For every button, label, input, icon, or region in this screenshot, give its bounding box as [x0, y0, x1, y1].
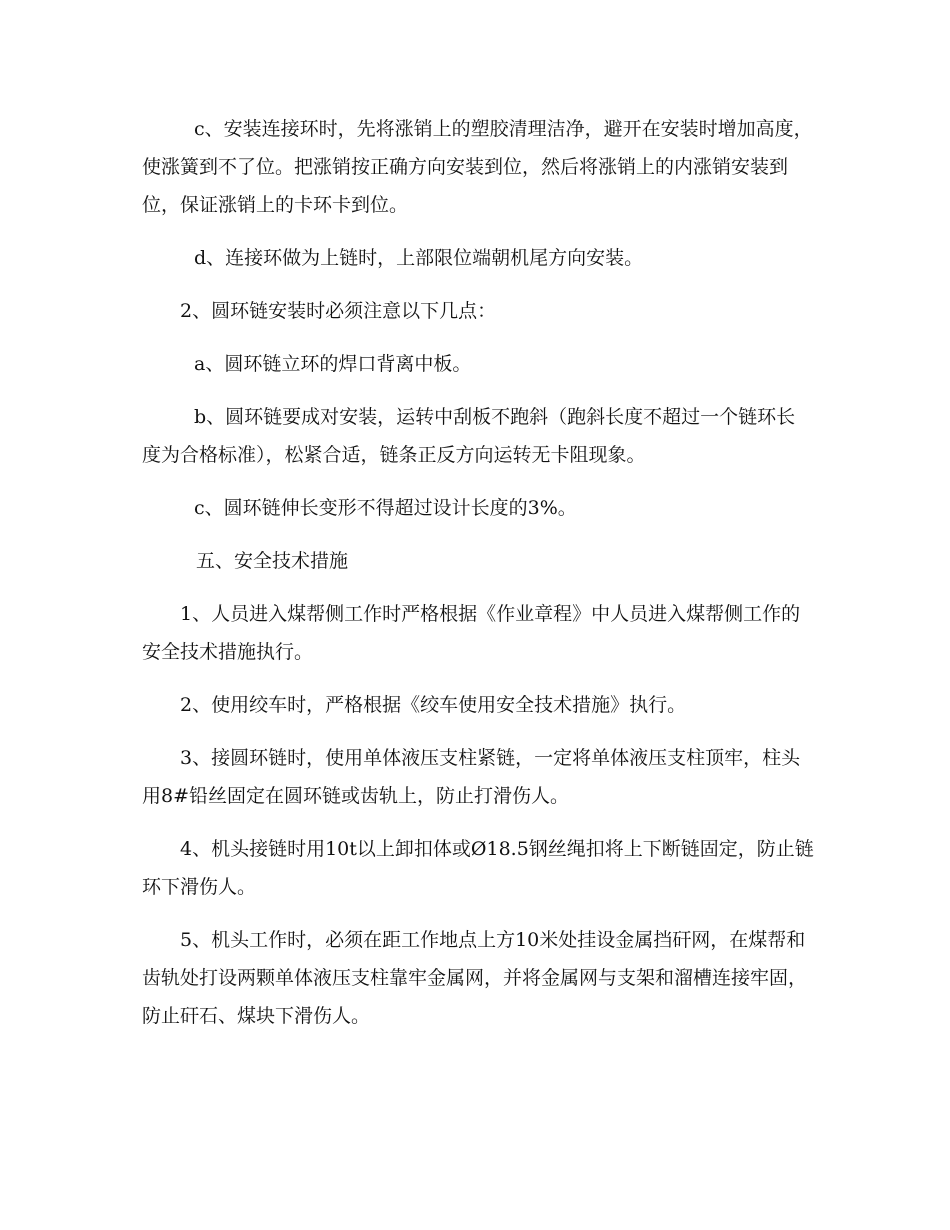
- paragraph-c-elongation: c、圆环链伸长变形不得超过设计长度的3%。: [194, 497, 577, 519]
- document-body: [142, 110, 814, 1050]
- paragraph-a-weld: a、圆环链立环的焊口背离中板。: [194, 353, 472, 375]
- paragraph-c-connection-ring: c、安装连接环时，先将涨销上的塑胶清理洁净，避开在安装时增加高度，使涨簧到不了位。把涨销按正确方向安装到位，然后将涨销上的内涨销安装到位，保证涨销上的卡环卡到位。: [142, 118, 813, 216]
- paragraph-2-round-chain: 2、圆环链安装时必须注意以下几点：: [180, 300, 497, 322]
- paragraph-2-winch: 2、使用绞车时，严格根据《绞车使用安全技术措施》执行。: [180, 694, 687, 716]
- paragraph-1-coal-wall: 1、人员进入煤帮侧工作时严格根据《作业章程》中人员进入煤帮侧工作的安全技术措施执行。: [142, 603, 801, 663]
- paragraph-d-upper-chain: d、连接环做为上链时，上部限位端朝机尾方向安装。: [194, 247, 644, 269]
- section-heading-safety: 五、安全技术措施: [196, 550, 349, 572]
- paragraph-4-head-chain: 4、机头接链时用10t以上卸扣体或Ø18.5钢丝绳扣将上下断链固定，防止链环下滑伤人。: [142, 838, 814, 898]
- paragraph-3-tighten-chain: 3、接圆环链时，使用单体液压支柱紧链，一定将单体液压支柱顶牢，柱头用8#铅丝固定在圆环链或齿轨上，防止打滑伤人。: [142, 747, 801, 807]
- paragraph-b-paired-install: b、圆环链要成对安装，运转中刮板不跑斜（跑斜长度不超过一个链环长度为合格标准），松紧合适，链条正反方向运转无卡阻现象。: [142, 406, 796, 466]
- paragraph-5-head-work: 5、机头工作时，必须在距工作地点上方10米处挂设金属挡矸网，在煤帮和齿轨处打设两颗单体液压支柱靠牢金属网，并将金属网与支架和溜槽连接牢固，防止矸石、煤块下滑伤人。: [142, 929, 808, 1027]
